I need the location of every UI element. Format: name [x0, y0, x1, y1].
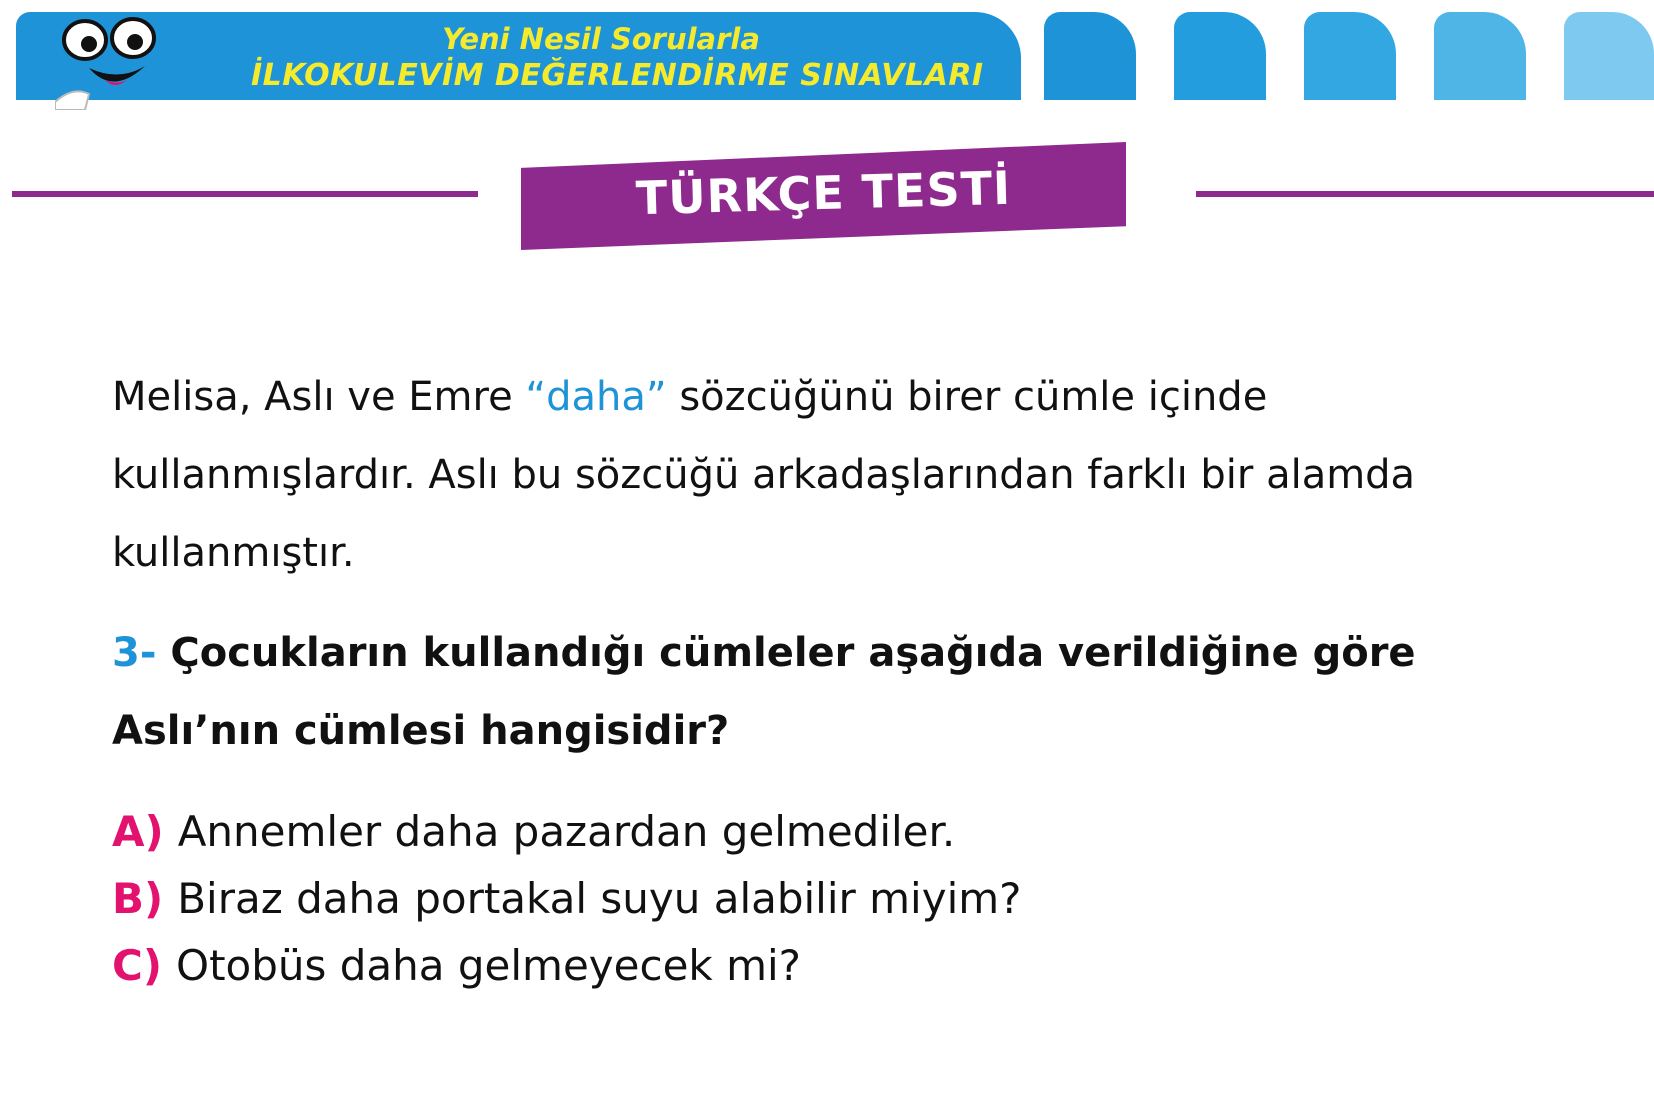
- header-tab-1: [1044, 12, 1136, 100]
- option-b[interactable]: [112, 865, 1552, 932]
- passage-text: [112, 358, 1552, 592]
- header-tab-2: [1174, 12, 1266, 100]
- banner-title: İLKOKULEVİM DEĞERLENDİRME SINAVLARI: [251, 58, 984, 93]
- question-number: 3-: [112, 630, 157, 676]
- answer-options: [112, 798, 1552, 999]
- option-a-letter: A): [112, 807, 164, 856]
- header-tab-5: [1564, 12, 1654, 100]
- header-tab-4: [1434, 12, 1526, 100]
- banner-subtitle: Yeni Nesil Sorularla: [442, 22, 760, 56]
- question-text: Çocukların kullandığı cümleler aşağıda verildiğine göre Aslı’nın cümlesi hangisidir?: [112, 630, 1416, 754]
- option-a[interactable]: [112, 798, 1552, 865]
- title-rule-left: [12, 191, 478, 197]
- option-b-text: Biraz daha portakal suyu alabilir miyim?: [177, 874, 1022, 923]
- option-c-letter: C): [112, 941, 163, 990]
- option-c-text: Otobüs daha gelmeyecek mi?: [176, 941, 801, 990]
- mascot-icon: [55, 10, 170, 110]
- title-rule-right: [1196, 191, 1654, 197]
- passage-part-2: sözcüğünü birer cümle içinde kullanmışlardır. Aslı bu sözcüğü arkadaşlarından farklı bir alamda kullanmıştır.: [112, 374, 1416, 576]
- header-tab-3: [1304, 12, 1396, 100]
- option-a-text: Annemler daha pazardan gelmediler.: [177, 807, 956, 856]
- passage-highlight-word: “daha”: [525, 374, 667, 420]
- question-stem: [112, 614, 1552, 770]
- section-title: TÜRKÇE TESTİ: [635, 160, 1012, 226]
- option-b-letter: B): [112, 874, 164, 923]
- option-c[interactable]: [112, 932, 1552, 999]
- passage-part-1: Melisa, Aslı ve Emre: [112, 374, 526, 420]
